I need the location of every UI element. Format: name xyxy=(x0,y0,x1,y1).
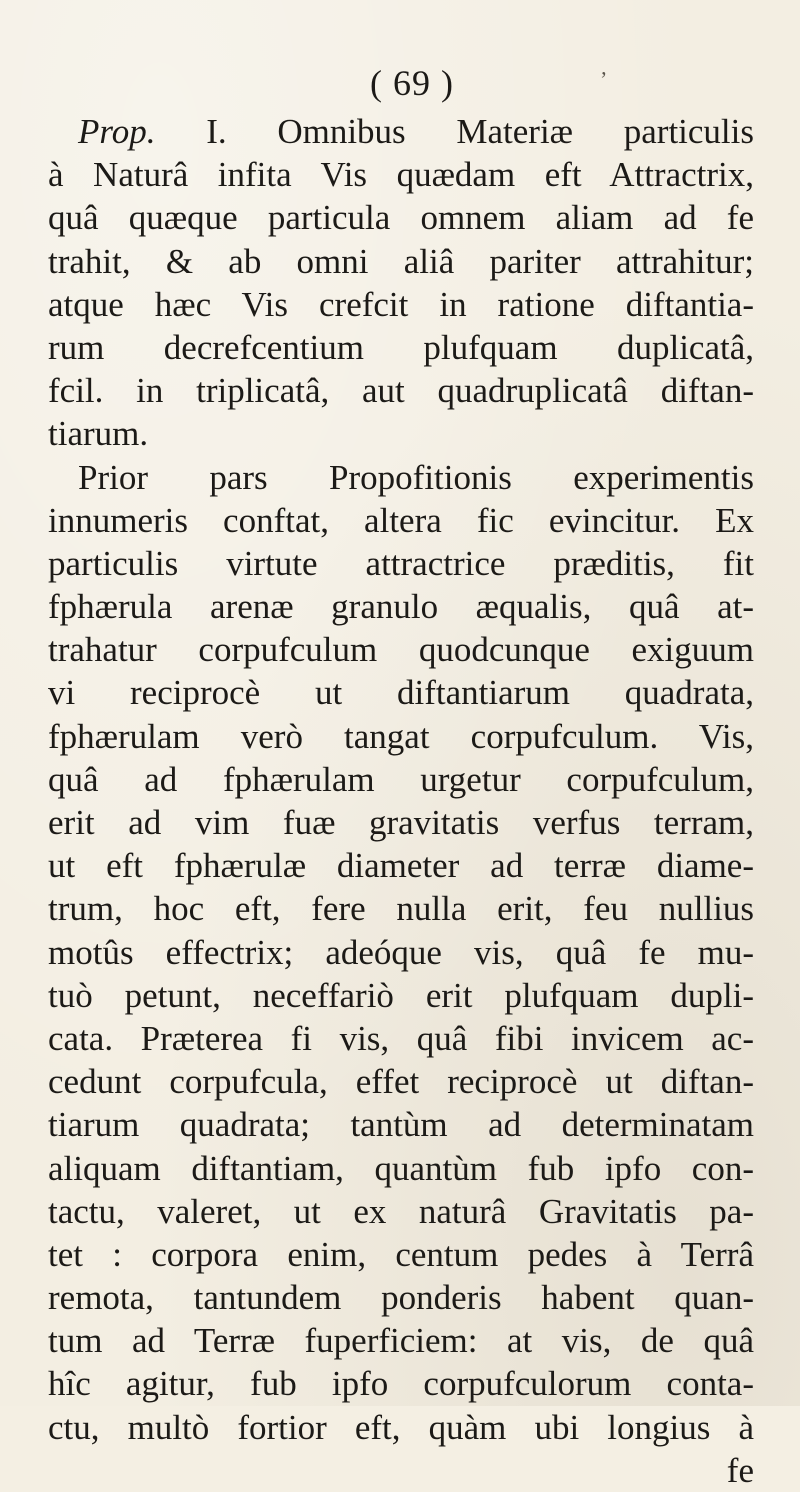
text-line: ut eft fphærulæ diameter ad terræ diame- xyxy=(48,846,754,886)
text-line: fcil. in triplicatâ, aut quadruplicatâ diftan- xyxy=(48,371,754,411)
text-line: tiarum. xyxy=(48,414,149,454)
line-text: I. Omnibus Materiæ particulis xyxy=(206,112,754,151)
text-line: trum, hoc eft, fere nulla erit, feu nullius xyxy=(48,889,754,929)
text-line: vi reciprocè ut diftantiarum quadrata, xyxy=(48,673,754,713)
text-line: tuò petunt, neceffariò erit plufquam dupli- xyxy=(48,975,754,1015)
corner-mark: ʼ xyxy=(600,67,608,92)
catchword: fe xyxy=(726,1450,754,1490)
text-line: atque hæc Vis crefcit in ratione diftantia- xyxy=(48,284,754,324)
text-line: cata. Præterea fi vis, quâ fibi invicem ac- xyxy=(48,1018,754,1058)
text-line: fphærulam verò tangat corpufculum. Vis, xyxy=(48,716,754,756)
text-line: erit ad vim fuæ gravitatis verfus terram, xyxy=(48,803,754,842)
text-line: aliquam diftantiam, quantùm fub ipfo con- xyxy=(48,1148,754,1188)
page-number: ( 69 ) xyxy=(370,63,454,103)
text-line: trahatur corpufculum quodcunque exiguum xyxy=(48,630,754,670)
text-line: tum ad Terræ fuperficiem: at vis, de quâ xyxy=(48,1321,754,1361)
body-text xyxy=(48,110,754,1492)
text-line: tactu, valeret, ut ex naturâ Gravitatis pa- xyxy=(48,1191,754,1231)
text-line: trahit, & ab omni aliâ pariter attrahitur; xyxy=(48,241,754,281)
text-line: rum decrefcentium plufquam duplicatâ, xyxy=(48,327,754,367)
text-line: tiarum quadrata; tantùm ad determinatam xyxy=(48,1105,754,1145)
text-line: quâ quæque particula omnem aliam ad fe xyxy=(48,198,754,238)
text-line xyxy=(48,110,754,153)
text-line: à Naturâ infita Vis quædam eft Attractrix, xyxy=(48,155,754,195)
text-line: innumeris conftat, altera fic evincitur. Ex xyxy=(48,500,754,540)
text-line: cedunt corpufcula, effet reciprocè ut diftan- xyxy=(48,1062,754,1102)
text-line: tet : corpora enim, centum pedes à Terrâ xyxy=(48,1234,754,1274)
text-line: particulis virtute attractrice præditis, fit xyxy=(48,543,754,583)
text-line: quâ ad fphærulam urgetur corpufculum, xyxy=(48,759,754,799)
text-line: motûs effectrix; adeóque vis, quâ fe mu- xyxy=(48,932,754,972)
page-header xyxy=(0,58,800,108)
proposition-label: Prop. xyxy=(78,112,156,151)
text-line: Prior pars Propofitionis experimentis xyxy=(78,457,754,497)
text-line: ctu, multò fortior eft, quàm ubi longius à xyxy=(48,1407,754,1447)
text-line: remota, tantundem ponderis habent quan- xyxy=(48,1278,754,1318)
text-line: hîc agitur, fub ipfo corpufculorum conta- xyxy=(48,1364,754,1404)
text-line: fphærula arenæ granulo æqualis, quâ at- xyxy=(48,587,754,627)
